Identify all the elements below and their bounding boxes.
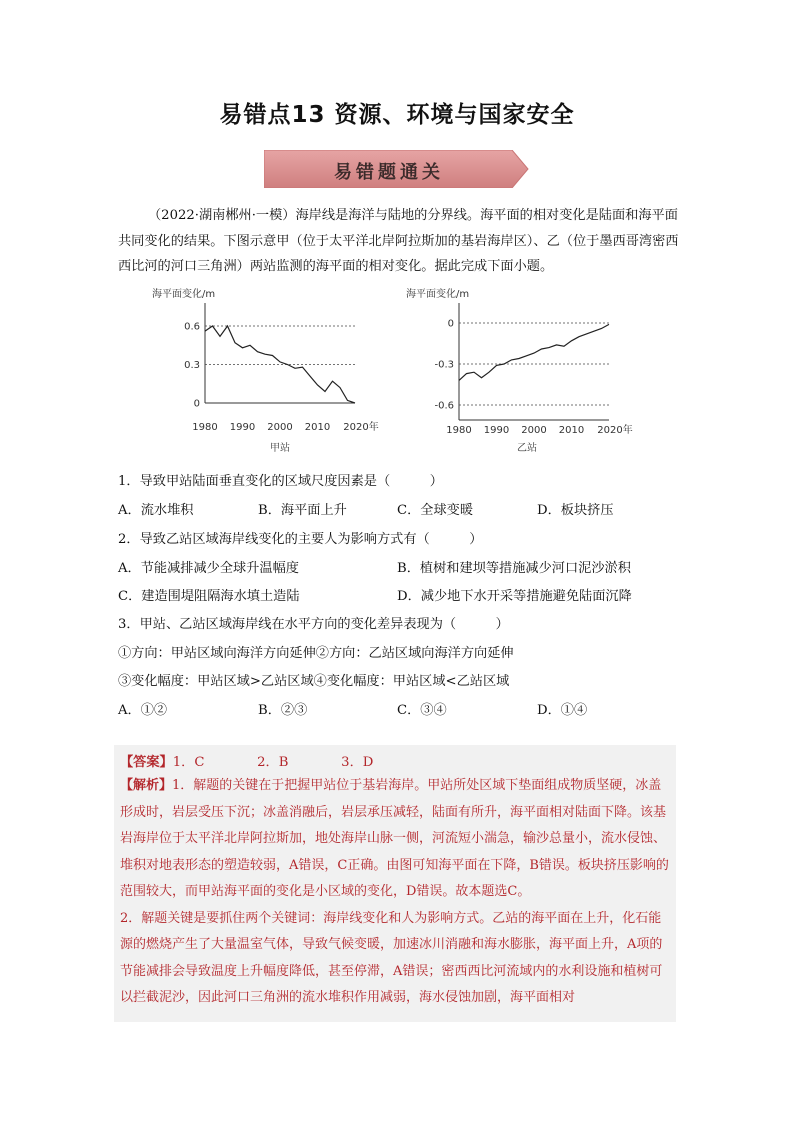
q1-option-c[interactable]: C．全球变暖 (397, 503, 474, 518)
q1-option-b[interactable]: B．海平面上升 (258, 503, 347, 518)
answer-line (120, 751, 373, 770)
section-banner (264, 150, 530, 188)
chart-b-ytick: 0 (447, 318, 454, 330)
q3-option-d[interactable]: D．①④ (537, 703, 588, 718)
chart-b-ytick: -0.3 (434, 359, 454, 371)
chart-b-series-line (459, 324, 609, 380)
q1-option-d[interactable]: D．板块挤压 (537, 503, 614, 518)
page-title: 易错点13 资源、环境与国家安全 (219, 102, 575, 128)
chart-a-series-line (205, 326, 355, 403)
question-1-stem: 1．导致甲站陆面垂直变化的区域尺度因素是（ ） (118, 474, 443, 489)
chart-a-ytick: 0.6 (184, 321, 200, 333)
intro-text: （2022·湖南郴州·一模）海岸线是海洋与陆地的分界线。海平面的相对变化是陆面和海平面共同变化的结果。下图示意甲（位于太平洋北岸阿拉斯加的基岩海岸区）、乙（位于墨西哥湾密西西比河的河口三角洲）两站监测的海平面的相对变化。据此完成下面小题。 (118, 208, 679, 274)
chart-b-ytick: -0.6 (434, 400, 454, 412)
explanation (120, 773, 672, 1012)
chart-b-xtick: 1990 (483, 425, 510, 436)
question-2-stem: 2．导致乙站区域海岸线变化的主要人为影响方式有（ ） (118, 532, 483, 547)
chart-a-ylabel: 海平面变化/m (152, 289, 216, 300)
explanation-paragraph-2: 2．解题关键是要抓住两个关键词：海岸线变化和人为影响方式。乙站的海平面在上升，化石能源的燃烧产生了大量温室气体，导致气候变暖，加速冰川消融和海水膨胀，海平面上升，A项的节能减排会导致温度上升幅度降低，甚至停滞，A错误；密西西比河流域内的水利设施和植树可以拦截泥沙，因此河口三角洲的流水堆积作用减弱，海水侵蚀加剧，海平面相对 (120, 910, 663, 1005)
chart-a-xtick: 2010 (304, 422, 331, 433)
answer-text: 1．C 2．B 3．D (172, 755, 374, 770)
chart-a-svg (148, 283, 398, 458)
q3-option-c[interactable]: C．③④ (397, 703, 447, 718)
chart-b-xlabel: 乙站 (517, 443, 537, 454)
question-3-stem: 3．甲站、乙站区域海岸线在水平方向的变化差异表现为（ ） (118, 617, 509, 632)
chart-b-ylabel: 海平面变化/m (406, 289, 470, 300)
banner-text: 易错题通关 (334, 162, 444, 183)
chart-a-xtick: 2020年 (343, 422, 379, 433)
chart-station-a (148, 283, 398, 462)
q2-option-c[interactable]: C．建造围堤阻隔海水填土造陆 (118, 589, 300, 604)
chart-a-ytick: 0 (193, 398, 200, 410)
chart-a-ytick: 0.3 (184, 360, 200, 371)
question-intro (118, 203, 683, 280)
q3-option-a[interactable]: A．①② (118, 703, 168, 718)
chart-b-xtick: 2000 (521, 425, 547, 436)
q3-statement-line-1: ①方向：甲站区域向海洋方向延伸②方向：乙站区域向海洋方向延伸 (118, 646, 514, 661)
chart-a-xtick: 1990 (229, 422, 256, 433)
q2-option-b[interactable]: B．植树和建坝等措施减少河口泥沙淤积 (397, 561, 631, 576)
q3-option-b[interactable]: B．②③ (258, 703, 308, 718)
chart-b-xtick: 2010 (558, 425, 585, 436)
q2-option-a[interactable]: A．节能减排减少全球升温幅度 (118, 561, 299, 576)
chart-station-b (402, 283, 652, 462)
explanation-tag: 【解析】 (120, 778, 173, 793)
chart-b-svg (402, 283, 652, 458)
q1-option-a[interactable]: A．流水堆积 (118, 503, 194, 518)
q2-option-d[interactable]: D．减少地下水开采等措施避免陆面沉降 (397, 589, 632, 604)
answer-tag: 【答案】 (120, 755, 173, 770)
chart-a-xlabel: 甲站 (270, 443, 290, 454)
answer-section (114, 745, 676, 1022)
chart-b-xtick: 2020年 (597, 425, 633, 436)
chart-b-xtick: 1980 (446, 425, 472, 436)
explanation-paragraph-1 (120, 773, 672, 906)
chart-a-xtick: 1980 (192, 422, 218, 433)
q3-statement-line-2: ③变化幅度：甲站区域>乙站区域④变化幅度：甲站区域<乙站区域 (118, 674, 510, 689)
chart-a-xtick: 2000 (267, 422, 293, 433)
explanation-p1-text: 1．解题的关键在于把握甲站位于基岩海岸。甲站所处区域下垫面组成物质坚硬，冰盖形成时，岩层受压下沉；冰盖消融后，岩层承压减轻，陆面有所升，海平面相对陆面下降。该基岩海岸位于太平洋北岸阿拉斯加，地处海岸山脉一侧，河流短小湍急，输沙总量小，流水侵蚀、堆积对地表形态的塑造较弱，A错误，C正确。由图可知海平面在下降，B错误。板块挤压影响的范围较大，而甲站海平面的变化是小区域的变化，D错误。故本题选C。 (120, 778, 669, 899)
